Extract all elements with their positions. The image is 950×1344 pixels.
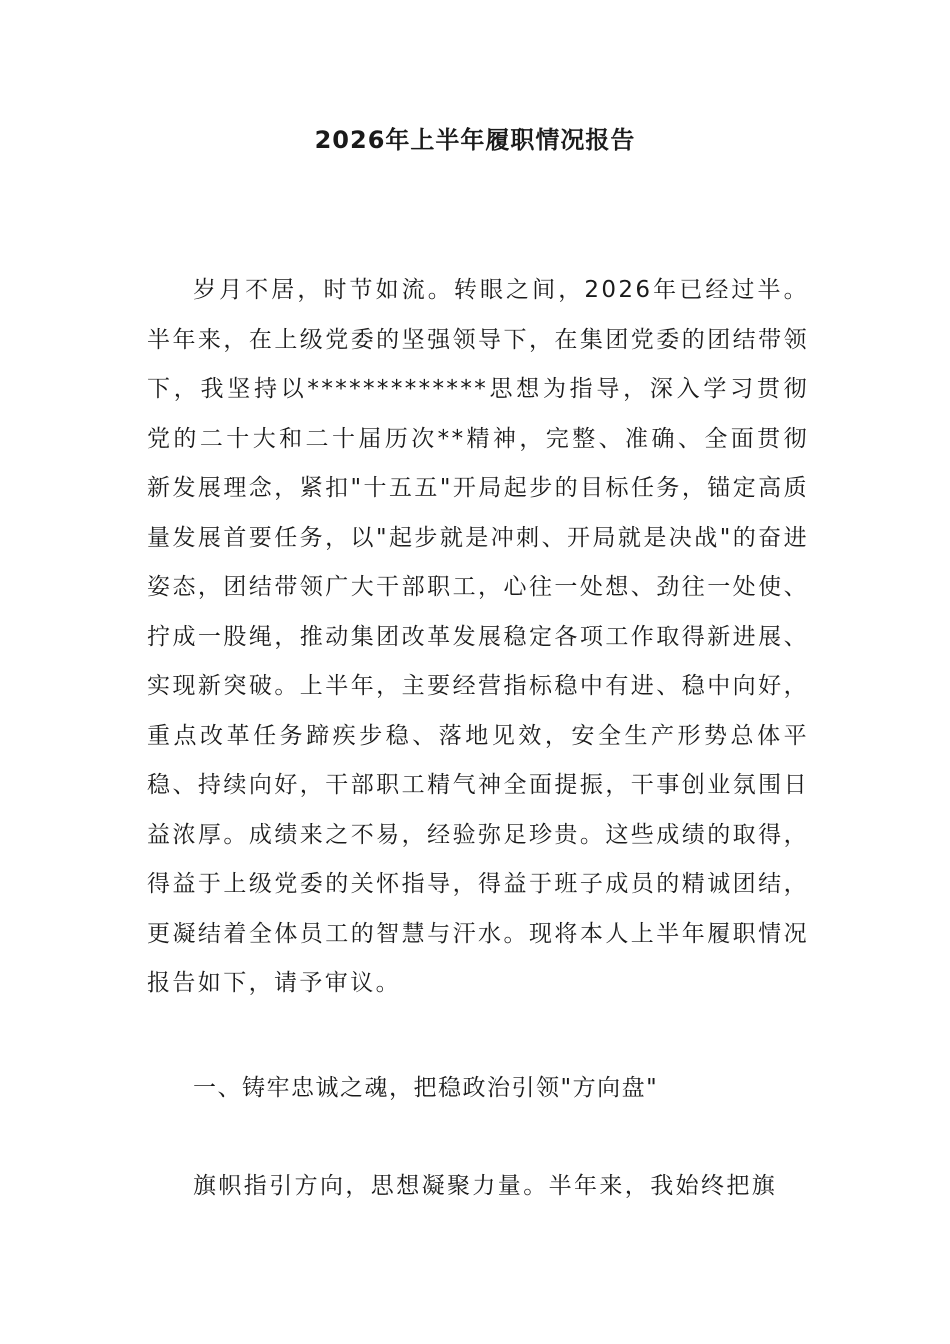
intro-paragraph: 岁月不居，时节如流。转眼之间，2026年已经过半。半年来，在上级党委的坚强领导下，在集团党委的团结带领下，我坚持以*************思想为指导，深入学习贯彻党的二十大和二十届历次**精神，完整、准确、全面贯彻新发展理念，紧扣"十五五"开局起步的目标任务，锚定高质量发展首要任务，以"起步就是冲刺、开局就是决战"的奋进姿态，团结带领广大干部职工，心往一处想、劲往一处使、拧成一股绳，推动集团改革发展稳定各项工作取得新进展、实现新突破。上半年，主要经营指标稳中有进、稳中向好，重点改革任务蹄疾步稳、落地见效，安全生产形势总体平稳、持续向好，干部职工精气神全面提振，干事创业氛围日益浓厚。成绩来之不易，经验弥足珍贵。这些成绩的取得，得益于上级党委的关怀指导，得益于班子成员的精诚团结，更凝结着全体员工的智慧与汗水。现将本人上半年履职情况报告如下，请予审议。 xyxy=(147,277,809,996)
section-paragraph: 旗帜指引方向，思想凝聚力量。半年来，我始终把旗 xyxy=(193,1173,778,1199)
document-title: 2026年上半年履职情况报告 xyxy=(314,126,636,154)
section-heading: 一、铸牢忠诚之魂，把稳政治引领"方向盘" xyxy=(193,1075,659,1101)
